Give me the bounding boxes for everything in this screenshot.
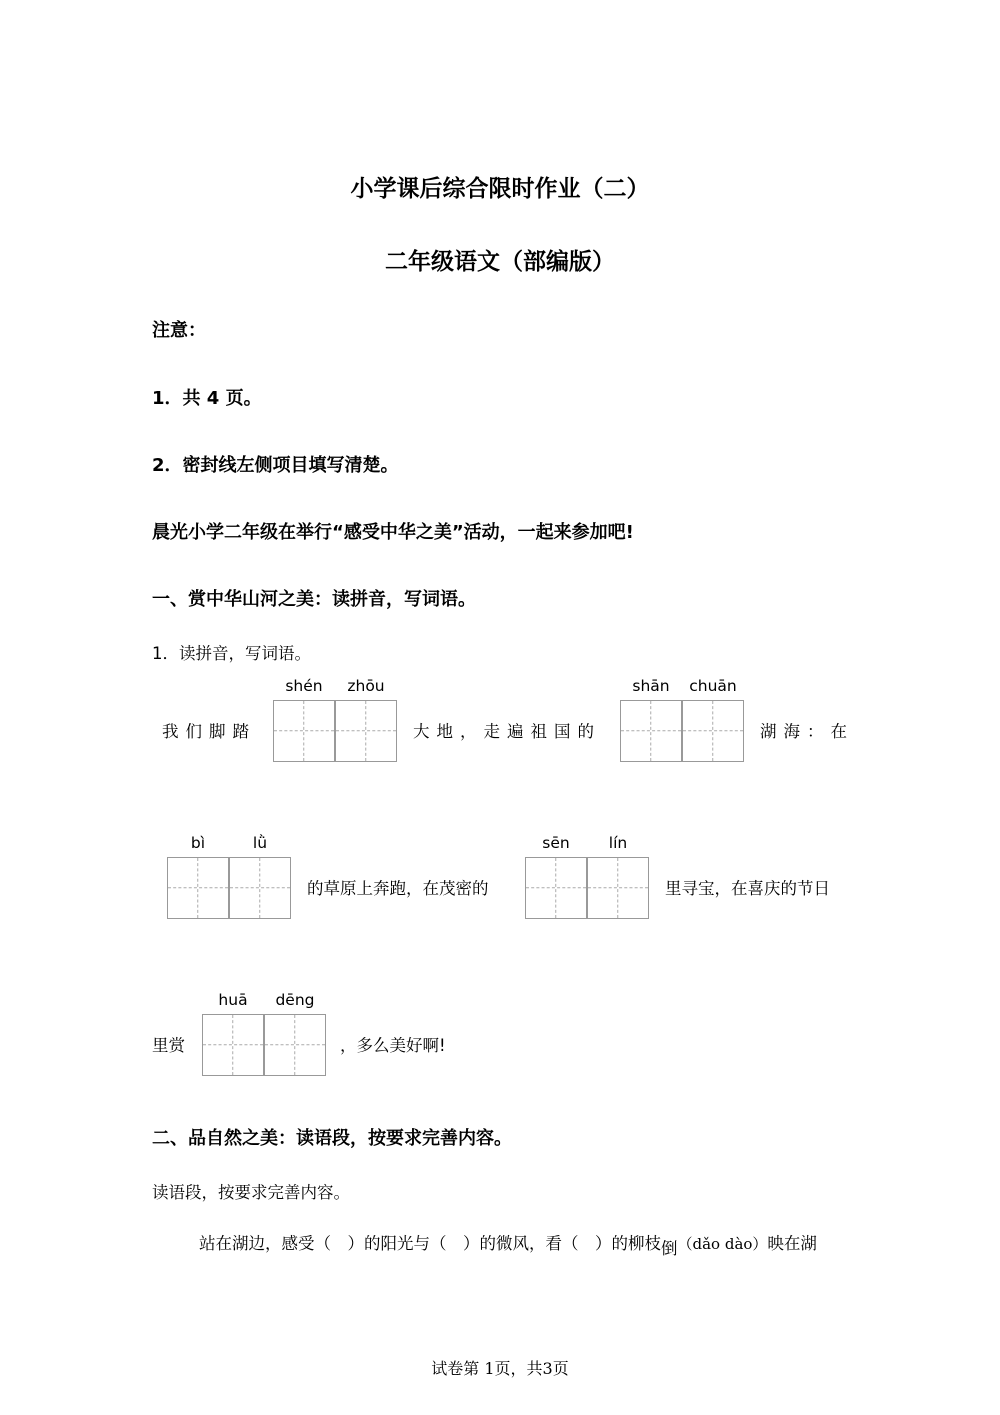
page-title: 小学课后综合限时作业（二） [350,176,650,202]
pinyin-chuan: chuān [689,677,737,695]
pinyin-shan: shān [632,677,670,695]
pinyin-sen: sēn [542,834,570,852]
paragraph-end: 映在湖 [767,1234,817,1253]
writing-box-sen[interactable] [525,857,587,919]
question-1-label: 1．读拼音，写词语。 [152,644,311,663]
section-1-heading: 一、赏中华山河之美：读拼音，写词语。 [152,589,476,610]
char-dao: 倒 [661,1239,678,1258]
writing-box-lin[interactable] [587,857,649,919]
writing-box-lv[interactable] [229,857,291,919]
activity-intro: 晨光小学二年级在举行“感受中华之美”活动，一起来参加吧! [152,522,634,543]
line2-text-b: 里寻宝，在喜庆的节日 [665,879,830,898]
notice-item-2: 2．密封线左侧项目填写清楚。 [152,455,399,476]
writing-box-shan[interactable] [620,700,682,762]
pinyin-lv: lǜ [252,834,268,852]
writing-box-chuan[interactable] [682,700,744,762]
line3-text-a: 里赏 [152,1036,185,1055]
pinyin-deng: dēng [275,991,315,1009]
writing-box-hua[interactable] [202,1014,264,1076]
pinyin-bi: bì [190,834,206,852]
writing-box-bi[interactable] [167,857,229,919]
page-subtitle: 二年级语文（部编版） [385,249,615,275]
pinyin-hua: huā [218,991,248,1009]
question-2-label: 读语段，按要求完善内容。 [152,1183,350,1202]
reading-paragraph [199,1230,817,1258]
pinyin-zhou: zhōu [347,677,385,695]
writing-box-deng[interactable] [264,1014,326,1076]
line1-text-c: 湖海：在 [760,722,854,741]
notice-item-1: 1．共 4 页。 [152,388,262,409]
paragraph-text: 站在湖边，感受（ ）的阳光与（ ）的微风，看（ ）的柳枝 [199,1234,661,1253]
writing-box-shen[interactable] [273,700,335,762]
writing-box-zhou[interactable] [335,700,397,762]
line3-text-b: ，多么美好啊! [340,1036,446,1055]
pinyin-shen: shén [285,677,323,695]
notice-label: 注意： [152,320,206,341]
page-footer: 试卷第 1页，共3页 [431,1359,569,1378]
pinyin-lin: lín [608,834,628,852]
line1-text-b: 大地，走遍祖国的 [413,722,601,741]
line2-text-a: 的草原上奔跑，在茂密的 [307,879,489,898]
pinyin-choice: （dǎo dào） [677,1235,768,1253]
line1-text-a: 我们脚踏 [162,722,256,741]
section-2-heading: 二、品自然之美：读语段，按要求完善内容。 [152,1128,512,1149]
